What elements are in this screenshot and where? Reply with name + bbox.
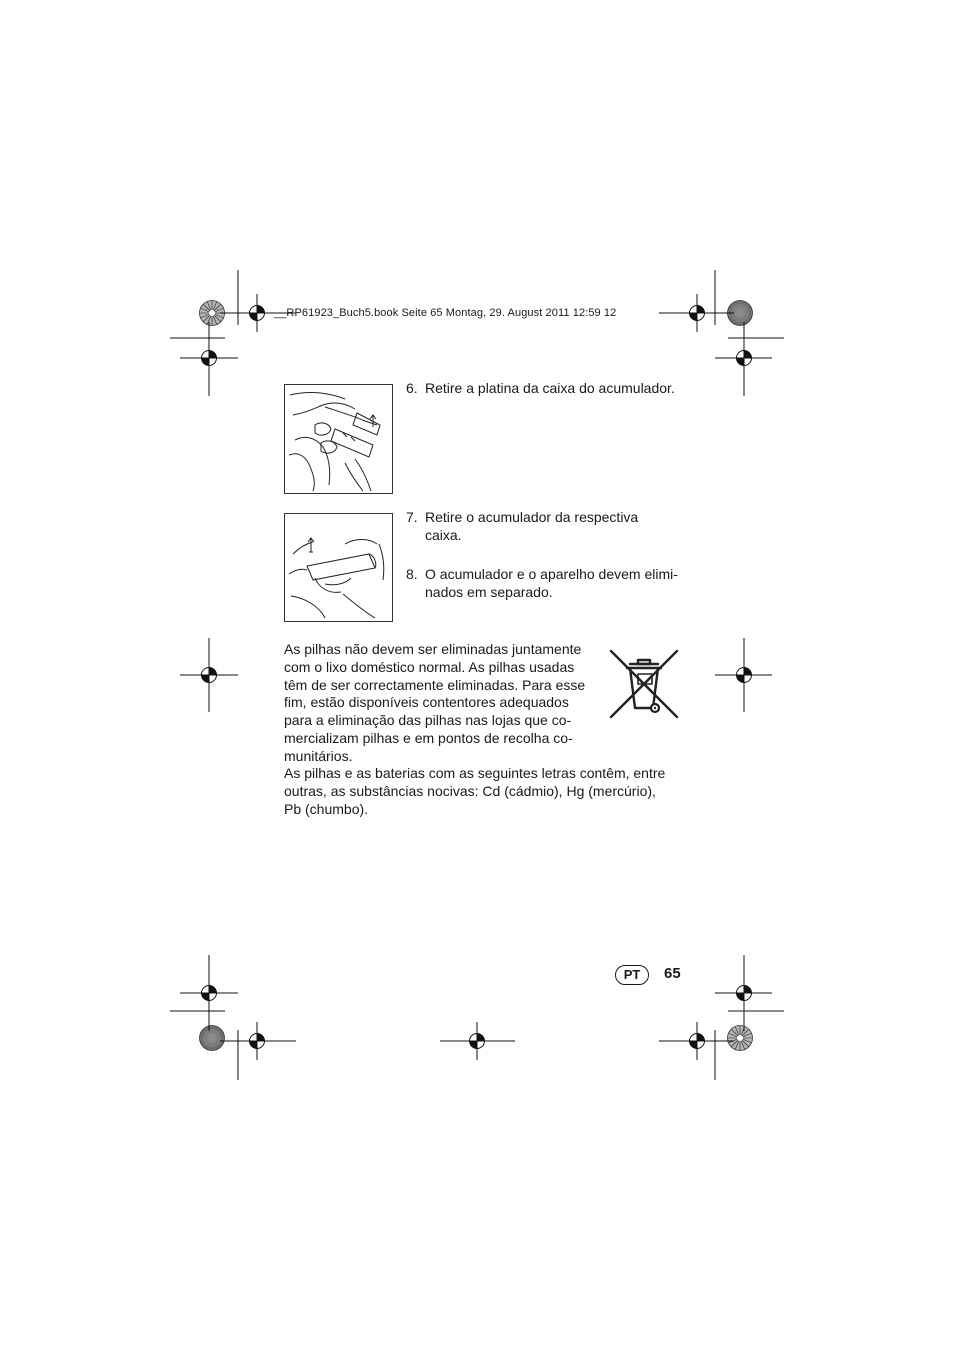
harmful-substances-paragraph: As pilhas e as baterias com as seguintes letras contêm, entre outras, as substâncias nocivas: Cd (cádmio), Hg (mercúrio), Pb (chumbo). bbox=[284, 765, 666, 817]
step-text: O acumulador e o aparelho devem elimi- nados em separado. bbox=[425, 566, 678, 600]
step-7 bbox=[406, 508, 696, 546]
step-number: 7. bbox=[406, 509, 418, 525]
battery-disposal-paragraph: As pilhas não devem ser eliminadas juntamente com o lixo doméstico normal. As pilhas usadas têm de ser correctamente eliminadas. Para esse fim, estão disponíveis contentores adequados para a eliminação das pilhas nas lojas que co- mercializam pilhas e em pontos de recolha co- munitários. bbox=[284, 641, 586, 764]
crossed-out-wheelie-bin-icon bbox=[608, 648, 680, 720]
hands-illustration bbox=[285, 385, 392, 493]
step-text: Retire a platina da caixa do acumulador. bbox=[425, 380, 675, 396]
figure-remove-battery bbox=[284, 513, 393, 622]
step-text: Retire o acumulador da respectiva caixa. bbox=[425, 509, 639, 543]
language-badge: PT bbox=[615, 965, 649, 985]
color-registration-target-icon bbox=[200, 1026, 225, 1051]
color-registration-target-icon bbox=[728, 1026, 753, 1051]
print-file-info: __RP61923_Buch5.book Seite 65 Montag, 29. August 2011 12:59 12 bbox=[274, 307, 617, 319]
step-number: 6. bbox=[406, 380, 418, 396]
step-8 bbox=[406, 565, 696, 603]
figure-remove-circuit-board bbox=[284, 384, 393, 494]
step-6 bbox=[406, 379, 696, 399]
hands-battery-illustration bbox=[285, 514, 392, 621]
page-number: 65 bbox=[664, 965, 681, 982]
step-number: 8. bbox=[406, 566, 418, 582]
